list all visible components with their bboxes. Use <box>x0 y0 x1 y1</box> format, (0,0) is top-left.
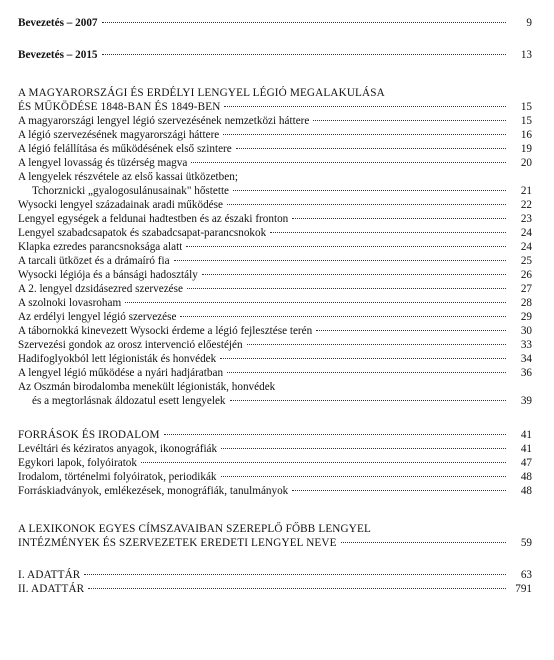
toc-entry-title: A szolnoki lovasroham <box>18 297 122 309</box>
dot-leader <box>341 542 506 543</box>
toc-section-heading[interactable] <box>18 582 532 596</box>
toc-entry-title: I. ADATTÁR <box>18 569 81 581</box>
toc-entry[interactable] <box>18 394 532 408</box>
toc-entry-title: Wysocki légiója és a bánsági hadosztály <box>18 269 198 281</box>
toc-entry[interactable] <box>18 254 532 268</box>
toc-section-heading[interactable] <box>18 536 532 550</box>
toc-entry-title: Tchorznicki „gyalogosulánusainak" hőstette <box>32 185 230 197</box>
toc-entry-title: Szervezési gondok az orosz intervenció előestéjén <box>18 339 243 351</box>
dot-leader <box>270 232 506 233</box>
toc-entry-title: Bevezetés – 2007 <box>18 17 98 29</box>
toc-entry-page: 19 <box>520 143 532 155</box>
toc-entry-title: Lengyel szabadcsapatok és szabadcsapat-parancsnokok <box>18 227 267 239</box>
toc-entry[interactable] <box>18 184 532 198</box>
dot-leader <box>221 448 506 449</box>
toc-entry-title: Wysocki lengyel századainak aradi működése <box>18 199 223 211</box>
toc-entry-title: A 2. lengyel dzsidásezred szervezése <box>18 283 183 295</box>
toc-entry-title: ÉS MŰKÖDÉSE 1848-BAN ÉS 1849-BEN <box>18 101 221 113</box>
toc-entry-title: A MAGYARORSZÁGI ÉS ERDÉLYI LENGYEL LÉGIÓ MEGALAKULÁSA <box>18 87 385 99</box>
toc-entry[interactable] <box>18 114 532 128</box>
dot-leader <box>186 246 506 247</box>
dot-leader <box>102 54 506 55</box>
dot-leader <box>224 106 506 107</box>
toc-entry-page: 9 <box>526 17 532 29</box>
table-of-contents <box>18 16 532 596</box>
dot-leader <box>164 434 506 435</box>
toc-entry-page: 63 <box>520 569 532 581</box>
toc-entry-title: INTÉZMÉNYEK ÉS SZERVEZETEK EREDETI LENGYEL NEVE <box>18 537 337 549</box>
dot-leader <box>221 476 506 477</box>
toc-entry-page: 21 <box>520 185 532 197</box>
dot-leader <box>223 134 506 135</box>
toc-entry[interactable] <box>18 282 532 296</box>
toc-entry-page: 34 <box>520 353 532 365</box>
dot-leader <box>84 574 506 575</box>
toc-entry-title: A légió szervezésének magyarországi háttere <box>18 129 220 141</box>
toc-entry-page: 25 <box>520 255 532 267</box>
toc-entry[interactable] <box>18 484 532 498</box>
toc-entry-title: A magyarországi lengyel légió szervezésének nemzetközi háttere <box>18 115 310 127</box>
toc-entry-title: Forráskiadványok, emlékezések, monográfiák, tanulmányok <box>18 485 289 497</box>
dot-leader <box>141 462 506 463</box>
toc-entry-page: 23 <box>520 213 532 225</box>
toc-entry-title: Irodalom, történelmi folyóiratok, periodikák <box>18 471 217 483</box>
toc-entry-page: 791 <box>515 583 532 595</box>
toc-entry-page: 20 <box>520 157 532 169</box>
toc-section-heading[interactable] <box>18 100 532 114</box>
toc-entry-page: 16 <box>520 129 532 141</box>
dot-leader <box>174 260 506 261</box>
dot-leader <box>191 162 506 163</box>
dot-leader <box>102 22 506 23</box>
toc-entry-page: 22 <box>520 199 532 211</box>
toc-entry-page: 13 <box>520 49 532 61</box>
toc-entry-page: 15 <box>520 101 532 113</box>
toc-entry-page: 47 <box>520 457 532 469</box>
toc-entry-page: 41 <box>520 443 532 455</box>
toc-entry[interactable] <box>18 142 532 156</box>
dot-leader <box>187 288 506 289</box>
toc-entry-title: Az Oszmán birodalomba menekült légionisták, honvédek <box>18 381 276 393</box>
toc-entry-page: 24 <box>520 241 532 253</box>
toc-entry[interactable] <box>18 380 532 394</box>
toc-entry-page: 28 <box>520 297 532 309</box>
toc-entry[interactable] <box>18 324 532 338</box>
dot-leader <box>313 120 506 121</box>
dot-leader <box>233 190 506 191</box>
toc-entry-title: és a megtorlásnak áldozatul esett lengyelek <box>32 395 226 407</box>
toc-entry[interactable] <box>18 352 532 366</box>
dot-leader <box>125 302 506 303</box>
toc-entry[interactable] <box>18 456 532 470</box>
dot-leader <box>247 344 506 345</box>
dot-leader <box>236 148 506 149</box>
dot-leader <box>292 490 506 491</box>
toc-entry[interactable] <box>18 170 532 184</box>
toc-section-heading[interactable] <box>18 522 532 536</box>
toc-entry[interactable] <box>18 366 532 380</box>
toc-entry[interactable] <box>18 48 532 62</box>
toc-entry-title: Egykori lapok, folyóiratok <box>18 457 137 469</box>
dot-leader <box>316 330 506 331</box>
dot-leader <box>292 218 506 219</box>
toc-entry-title: A LEXIKONOK EGYES CÍMSZAVAIBAN SZEREPLŐ FŐBB LENGYEL <box>18 523 371 535</box>
toc-entry[interactable] <box>18 240 532 254</box>
dot-leader <box>227 372 506 373</box>
toc-entry[interactable] <box>18 338 532 352</box>
toc-section-heading[interactable] <box>18 568 532 582</box>
toc-entry-page: 33 <box>520 339 532 351</box>
toc-entry-title: Lengyel egységek a feldunai hadtestben és az északi fronton <box>18 213 289 225</box>
toc-entry-page: 27 <box>520 283 532 295</box>
toc-entry-page: 30 <box>520 325 532 337</box>
toc-section-heading[interactable] <box>18 428 532 442</box>
dot-leader <box>220 358 506 359</box>
toc-entry-page: 36 <box>520 367 532 379</box>
toc-entry-title: Klapka ezredes parancsnoksága alatt <box>18 241 183 253</box>
toc-entry[interactable] <box>18 128 532 142</box>
toc-entry-page: 59 <box>520 537 532 549</box>
toc-entry-title: A légió felállítása és működésének első szintere <box>18 143 232 155</box>
toc-entry-title: A tábornokká kinevezett Wysocki érdeme a légió fejlesztése terén <box>18 325 313 337</box>
dot-leader <box>202 274 506 275</box>
toc-entry-page: 41 <box>520 429 532 441</box>
dot-leader <box>230 400 506 401</box>
toc-entry-title: II. ADATTÁR <box>18 583 85 595</box>
toc-entry-title: Hadifoglyokból lett légionisták és honvédek <box>18 353 217 365</box>
toc-entry-page: 26 <box>520 269 532 281</box>
dot-leader <box>227 204 506 205</box>
toc-entry-page: 24 <box>520 227 532 239</box>
toc-entry-title: A tarcali ütközet és a drámaíró fia <box>18 255 170 267</box>
toc-entry-title: Bevezetés – 2015 <box>18 49 98 61</box>
toc-entry-title: Levéltári és kéziratos anyagok, ikonográfiák <box>18 443 218 455</box>
toc-entry-page: 39 <box>520 395 532 407</box>
toc-entry[interactable] <box>18 198 532 212</box>
toc-entry-title: A lengyelek részvétele az első kassai ütközetben; <box>18 171 238 183</box>
toc-entry[interactable] <box>18 212 532 226</box>
toc-entry[interactable] <box>18 156 532 170</box>
toc-entry[interactable] <box>18 296 532 310</box>
toc-entry-title: FORRÁSOK ÉS IRODALOM <box>18 429 160 441</box>
toc-entry-page: 15 <box>520 115 532 127</box>
dot-leader <box>180 316 506 317</box>
toc-entry-title: A lengyel légió működése a nyári hadjáratban <box>18 367 224 379</box>
toc-entry-page: 48 <box>520 485 532 497</box>
toc-entry-title: Az erdélyi lengyel légió szervezése <box>18 311 177 323</box>
toc-entry[interactable] <box>18 16 532 30</box>
toc-entry[interactable] <box>18 268 532 282</box>
toc-entry-page: 29 <box>520 311 532 323</box>
toc-entry[interactable] <box>18 442 532 456</box>
toc-section-heading[interactable] <box>18 86 532 100</box>
toc-entry-title: A lengyel lovasság és tüzérség magva <box>18 157 188 169</box>
toc-entry[interactable] <box>18 226 532 240</box>
toc-entry-page: 48 <box>520 471 532 483</box>
toc-entry[interactable] <box>18 470 532 484</box>
dot-leader <box>88 588 506 589</box>
toc-entry[interactable] <box>18 310 532 324</box>
